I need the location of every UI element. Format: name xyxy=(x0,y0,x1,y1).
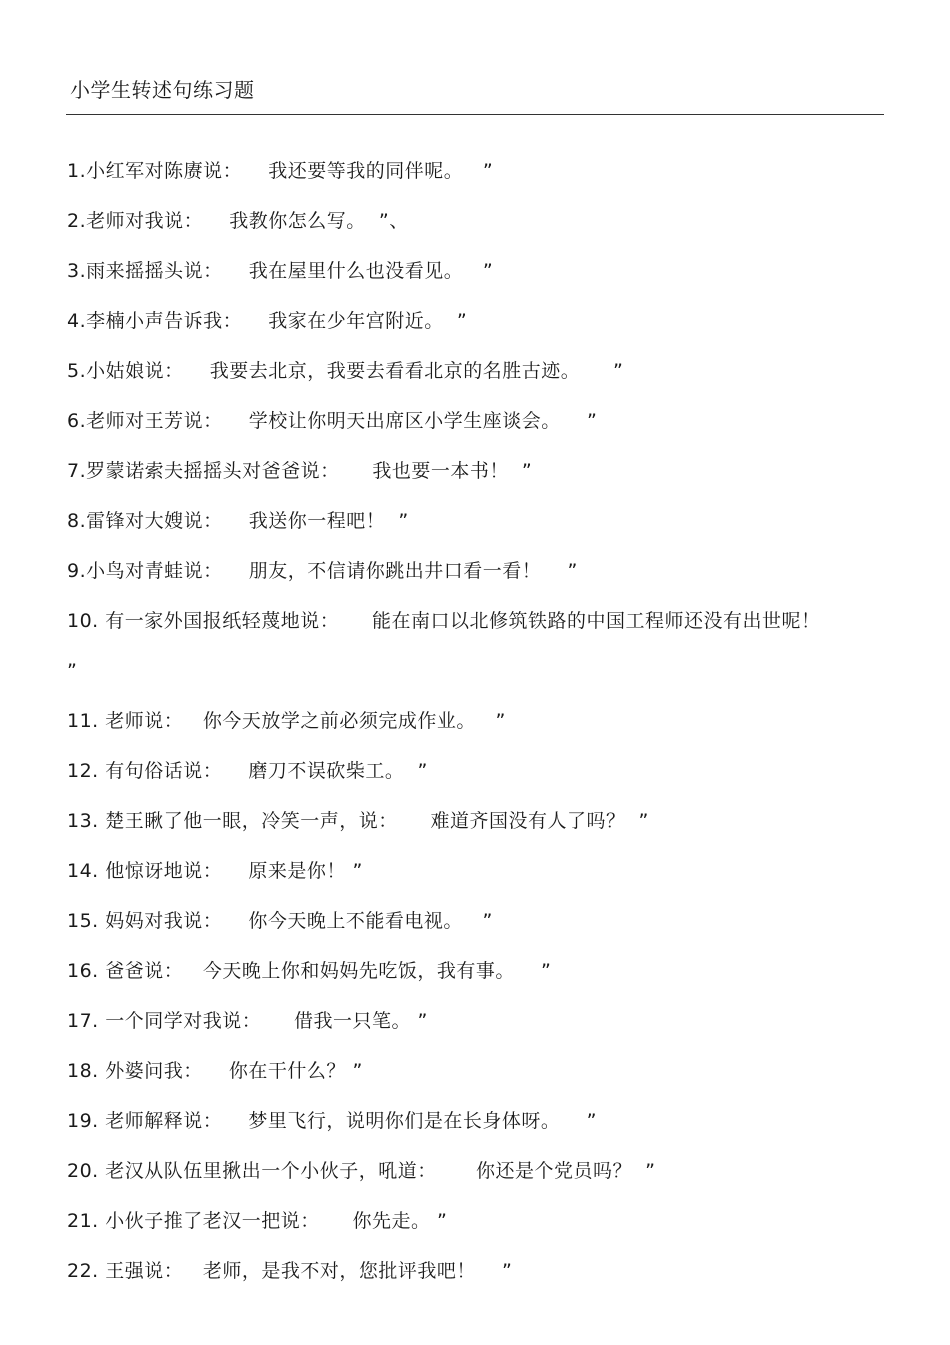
exercise-item: 20. 老汉从队伍里揪出一个小伙子，吼道： 你还是个党员吗？ ” xyxy=(67,1160,656,1182)
exercise-item: 9.小鸟对青蛙说： 朋友，不信请你跳出井口看一看！ ” xyxy=(67,560,578,582)
exercise-item: 11. 老师说： 你今天放学之前必须完成作业。 ” xyxy=(67,710,506,732)
exercise-item: 16. 爸爸说： 今天晚上你和妈妈先吃饭，我有事。 ” xyxy=(67,960,552,982)
exercise-item: 1.小红军对陈赓说： 我还要等我的同伴呢。 ” xyxy=(67,160,494,182)
exercise-item: 19. 老师解释说： 梦里飞行，说明你们是在长身体呀。 ” xyxy=(67,1110,597,1132)
exercise-item: 21. 小伙子推了老汉一把说： 你先走。 ” xyxy=(67,1210,448,1232)
exercise-item: 5.小姑娘说： 我要去北京，我要去看看北京的名胜古迹。 ” xyxy=(67,360,624,382)
exercise-item: 7.罗蒙诺索夫摇摇头对爸爸说： 我也要一本书！ ” xyxy=(67,460,533,482)
exercise-item: 17. 一个同学对我说： 借我一只笔。 ” xyxy=(67,1010,428,1032)
exercise-item: 15. 妈妈对我说： 你今天晚上不能看电视。 ” xyxy=(67,910,493,932)
exercise-item: 8.雷锋对大嫂说： 我送你一程吧！ ” xyxy=(67,510,409,532)
exercise-item: 10. 有一家外国报纸轻蔑地说： 能在南口以北修筑铁路的中国工程师还没有出世呢！ ” xyxy=(67,610,828,682)
exercise-item: 3.雨来摇摇头说： 我在屋里什么也没看见。 ” xyxy=(67,260,494,282)
exercise-list xyxy=(67,146,887,1296)
exercise-item: 14. 他惊讶地说： 原来是你！ ” xyxy=(67,860,363,882)
exercise-item: 18. 外婆问我： 你在干什么？ ” xyxy=(67,1060,363,1082)
page-title: 小学生转述句练习题 xyxy=(70,78,255,102)
exercise-item: 6.老师对王芳说： 学校让你明天出席区小学生座谈会。 ” xyxy=(67,410,598,432)
header-divider xyxy=(66,114,884,115)
exercise-item: 22. 王强说： 老师，是我不对，您批评我吧！ ” xyxy=(67,1260,513,1282)
exercise-item: 13. 楚王瞅了他一眼，冷笑一声，说： 难道齐国没有人了吗？ ” xyxy=(67,810,649,832)
exercise-item: 12. 有句俗话说： 磨刀不误砍柴工。 ” xyxy=(67,760,428,782)
exercise-item: 4.李楠小声告诉我： 我家在少年宫附近。 ” xyxy=(67,310,468,332)
exercise-item: 2.老师对我说： 我教你怎么写。 ”、 xyxy=(67,210,409,232)
